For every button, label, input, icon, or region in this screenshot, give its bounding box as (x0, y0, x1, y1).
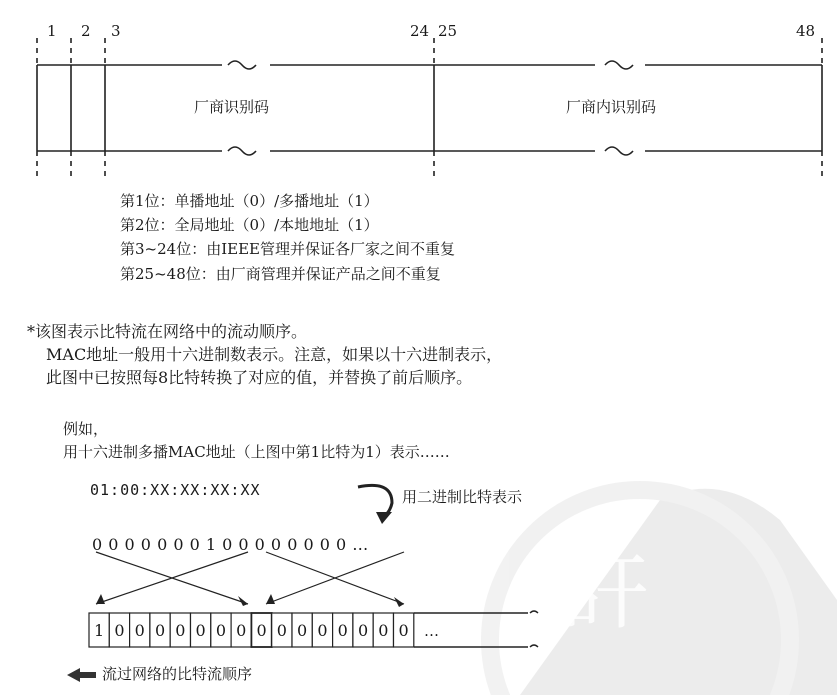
legend-line-2: 第2位：全局地址（0）/本地地址（1） (120, 216, 379, 234)
bit-cell-value: 0 (276, 621, 287, 640)
swap-arrows (96, 552, 404, 604)
field-vendor-label: 厂商内识别码 (566, 98, 657, 116)
note-line-1: *该图表示比特流在网络中的流动顺序。 (27, 322, 308, 341)
legend-line-4: 第25~48位：由厂商管理并保证产品之间不重复 (120, 265, 441, 283)
bit-cell-value: 0 (195, 621, 206, 640)
binary-label: 用二进制比特表示 (402, 488, 523, 506)
flow-label: 流过网络的比特流顺序 (102, 665, 253, 683)
bit-label-2: 2 (81, 22, 91, 40)
watermark-seal (490, 489, 837, 695)
bit-cell-value: 0 (378, 621, 389, 640)
bit-label-48: 48 (796, 22, 816, 40)
bit-cell-value: 1 (94, 621, 105, 640)
legend-line-1: 第1位：单播地址（0）/多播地址（1） (120, 192, 379, 210)
flow-arrow-icon (67, 668, 96, 682)
example-desc: 用十六进制多播MAC地址（上图中第1比特为1）表示…… (63, 443, 450, 461)
binary-sequence: 0 0 0 0 0 0 0 1 0 0 0 0 0 0 0 0 … (92, 535, 369, 554)
bit-boundary-ticks (37, 38, 822, 178)
legend-line-3: 第3~24位：由IEEE管理并保证各厂家之间不重复 (120, 240, 455, 258)
field-oui-label: 厂商识别码 (194, 98, 270, 116)
bit-cell-value: 0 (337, 621, 348, 640)
curve-arrow-head (376, 512, 392, 524)
bit-cell-value: 0 (114, 621, 125, 640)
bit-cell-value: 0 (357, 621, 369, 640)
note-line-3: 此图中已按照每8比特转换了对应的值，并替换了前后顺序。 (46, 368, 473, 387)
bit-cell-value: 0 (215, 621, 227, 640)
bit-cell-value: 0 (154, 621, 166, 640)
bit-cell-value: 0 (317, 621, 328, 640)
bit-cell-value: 0 (256, 621, 267, 640)
example-title: 例如， (63, 420, 109, 438)
bit-label-1: 1 (47, 22, 57, 40)
bit-label-24: 24 (410, 22, 430, 40)
bit-cell-value: 0 (398, 621, 409, 640)
bit-cell-value: 0 (297, 621, 308, 640)
cells-ellipsis: … (424, 622, 439, 640)
hex-value: 01:00:XX:XX:XX:XX (90, 481, 261, 499)
bit-cell-value: 0 (134, 621, 145, 640)
bit-label-25: 25 (438, 22, 458, 40)
note-line-2: MAC地址一般用十六进制数表示。注意，如果以十六进制表示， (46, 345, 503, 364)
bit-cells (89, 613, 414, 647)
curve-arrow (358, 485, 392, 516)
bit-cell-value: 0 (236, 621, 247, 640)
frame-box (37, 61, 822, 155)
swap-arrowheads (96, 594, 404, 607)
bit-cell-value: 0 (175, 621, 186, 640)
bit-label-3: 3 (111, 22, 121, 40)
watermark-glyph: 許 (560, 537, 650, 642)
